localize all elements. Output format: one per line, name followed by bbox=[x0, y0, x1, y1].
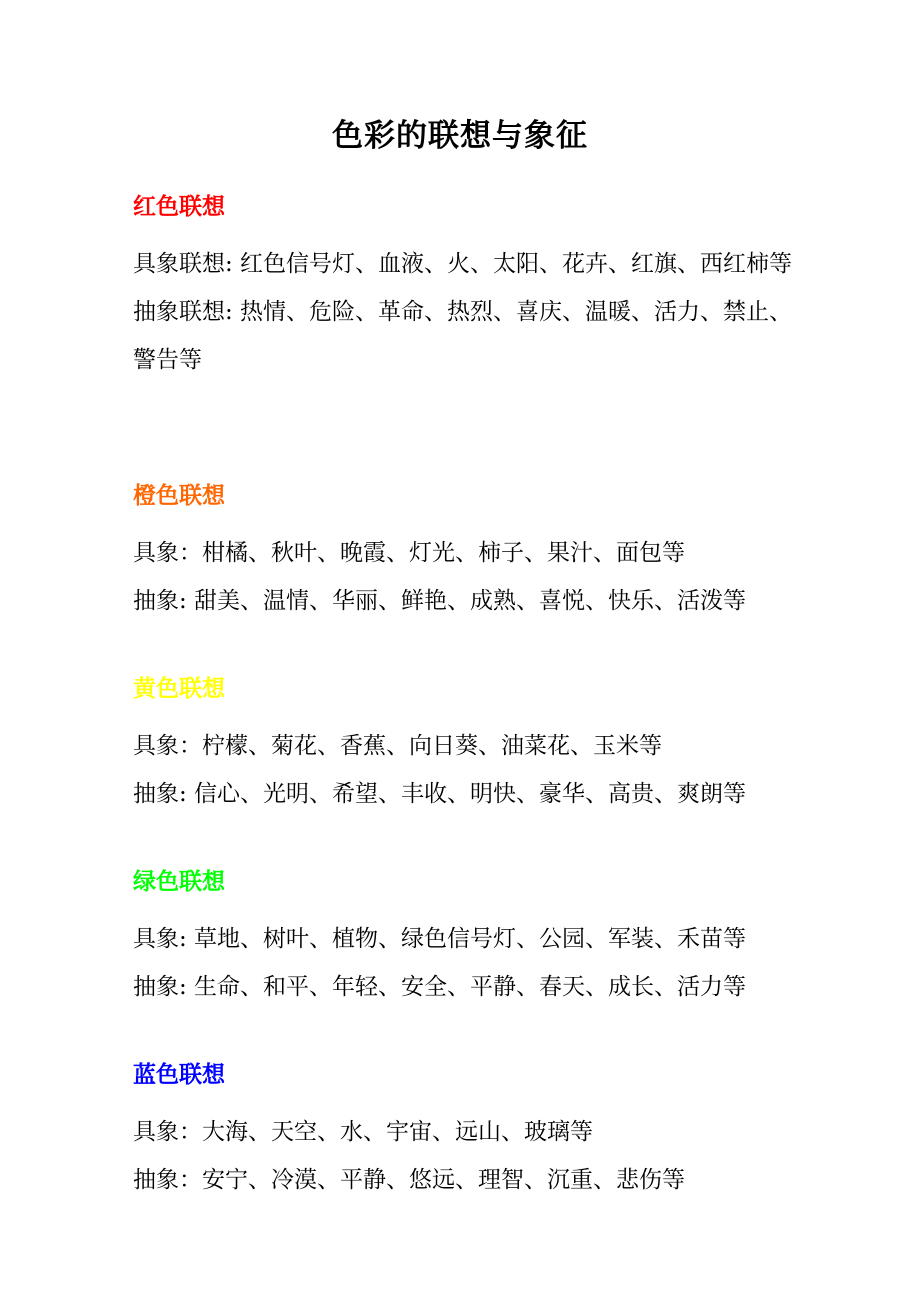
concrete-associations-blue: 具象：大海、天空、水、宇宙、远山、玻璃等 bbox=[133, 1119, 593, 1145]
concrete-associations-green: 具象: 草地、树叶、植物、绿色信号灯、公园、军装、禾苗等 bbox=[133, 926, 747, 952]
abstract-associations-green: 抽象: 生命、和平、年轻、安全、平静、春天、成长、活力等 bbox=[133, 974, 747, 1000]
abstract-associations-orange: 抽象: 甜美、温情、华丽、鲜艳、成熟、喜悦、快乐、活泼等 bbox=[133, 588, 747, 614]
section-heading-blue: 蓝色联想 bbox=[133, 1062, 225, 1088]
section-orange bbox=[133, 481, 793, 625]
abstract-associations-yellow: 抽象: 信心、光明、希望、丰收、明快、豪华、高贵、爽朗等 bbox=[133, 781, 747, 807]
section-heading-green: 绿色联想 bbox=[133, 869, 225, 895]
concrete-associations-orange: 具象：柑橘、秋叶、晚霞、灯光、柿子、果汁、面包等 bbox=[133, 540, 685, 566]
section-green bbox=[133, 867, 793, 1011]
section-heading-orange: 橙色联想 bbox=[133, 483, 225, 509]
section-heading-red: 红色联想 bbox=[133, 194, 225, 220]
abstract-associations-red: 抽象联想: 热情、危险、革命、热烈、喜庆、温暖、活力、禁止、警告等 bbox=[133, 299, 793, 373]
concrete-associations-yellow: 具象：柠檬、菊花、香蕉、向日葵、油菜花、玉米等 bbox=[133, 733, 662, 759]
page-title: 色彩的联想与象征 bbox=[332, 118, 588, 154]
section-blue bbox=[133, 1060, 793, 1204]
concrete-associations-red: 具象联想: 红色信号灯、血液、火、太阳、花卉、红旗、西红柿等 bbox=[133, 251, 793, 277]
abstract-associations-blue: 抽象：安宁、冷漠、平静、悠远、理智、沉重、悲伤等 bbox=[133, 1167, 685, 1193]
section-yellow bbox=[133, 674, 793, 818]
section-heading-yellow: 黄色联想 bbox=[133, 676, 225, 702]
section-red bbox=[133, 192, 793, 384]
